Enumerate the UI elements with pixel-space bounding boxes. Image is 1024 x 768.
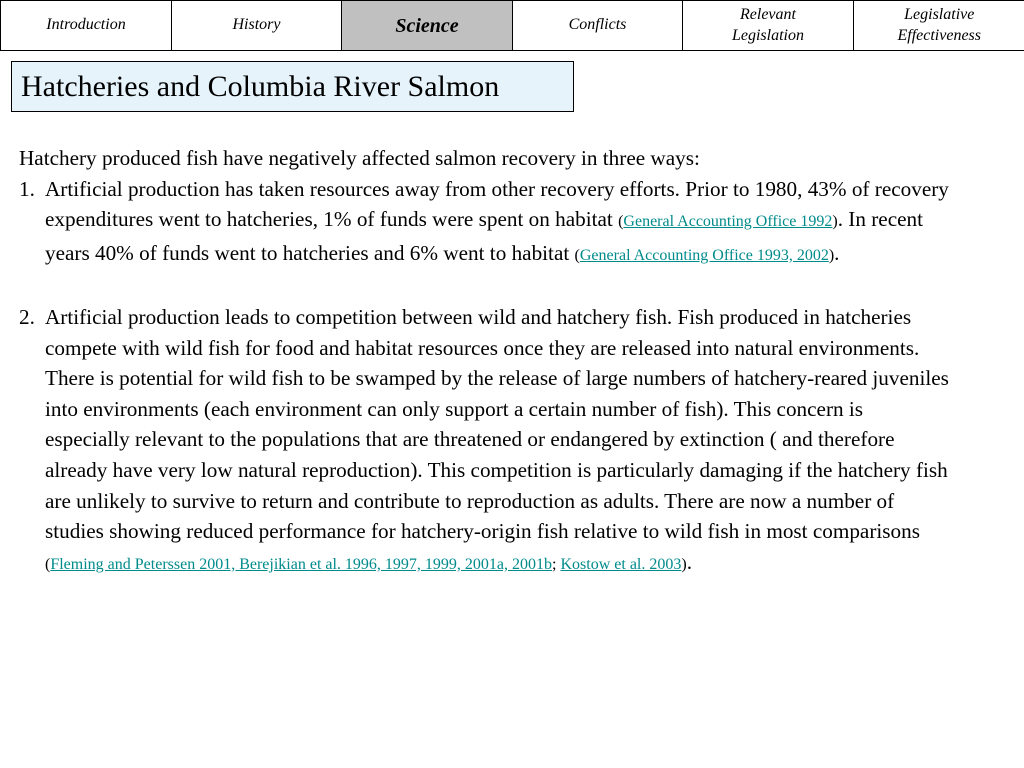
list-item-1	[19, 174, 949, 272]
list-item-1-end: .	[834, 240, 840, 265]
citation-gao-1993-2002-link[interactable]: General Accounting Office 1993, 2002	[579, 246, 829, 264]
tab-legislative-effectiveness-line2: Effectiveness	[897, 26, 981, 44]
tab-relevant-legislation[interactable]	[682, 0, 854, 51]
top-nav	[0, 0, 1024, 51]
list-item-2-paren-close: )	[681, 555, 687, 573]
tab-history[interactable]	[171, 0, 343, 51]
tab-legislative-effectiveness[interactable]	[853, 0, 1024, 51]
list-item-2-end: .	[686, 549, 692, 574]
citation-gao-1992-link[interactable]: General Accounting Office 1992	[623, 213, 833, 231]
tab-science-label: Science	[395, 14, 459, 37]
citation-kostow-2003-link[interactable]: Kostow et al. 2003	[560, 555, 682, 573]
tab-relevant-legislation-line1: Relevant	[740, 5, 796, 23]
tab-introduction-label: Introduction	[46, 16, 126, 34]
tab-legislative-effectiveness-line1: Legislative	[904, 5, 975, 23]
tab-relevant-legislation-line2: Legislation	[731, 26, 804, 44]
intro-text: Hatchery produced fish have negatively affected salmon recovery in three ways:	[19, 146, 700, 170]
tab-introduction[interactable]	[0, 0, 172, 51]
list-item-2-paren-open: (	[45, 555, 51, 573]
list-item-1-paren-close: )	[832, 213, 838, 231]
list-item-1-number: 1.	[19, 176, 35, 201]
main-content	[19, 143, 949, 580]
list-item-2-number: 2.	[19, 304, 35, 329]
list-item-1-paren-close-2: )	[828, 246, 835, 264]
list-item-1-paren-open-2: (	[574, 246, 580, 264]
tab-conflicts[interactable]	[512, 0, 684, 51]
page-title: Hatcheries and Columbia River Salmon	[11, 61, 574, 112]
list-item-2-separator: ;	[552, 555, 561, 573]
tab-science[interactable]	[341, 0, 513, 51]
list-item-1-text-a: Artificial production has taken resources away from other recovery efforts. Prior to 1980, 43% of recovery expenditures went to hatcheries, 1% of funds were spent on habitat	[45, 176, 949, 232]
list-item-2-text-a: Artificial production leads to competition between wild and hatchery fish. Fish produced in hatcheries compete with wild fish for food and habitat resources once they are released into natural environments. There is potential for wild fish to be swamped by the release of large numbers of hatchery-reared juveniles into environments (each environment can only support a certain number of fish). This concern is especially relevant to the populations that are threatened or endangered by extinction ( and therefore already have very low natural reproduction). This competition is particularly damaging if the hatchery fish are unlikely to survive to return and contribute to reproduction as adults. There are now a number of studies showing reduced performance for hatchery-origin fish relative to wild fish in most comparisons	[45, 304, 949, 544]
list-item-1-text-b: . In recent years 40% of funds went to hatcheries and 6% went to habitat	[45, 207, 923, 265]
tab-conflicts-label: Conflicts	[568, 16, 627, 34]
tab-history-label: History	[232, 16, 281, 34]
list-item-2	[19, 302, 949, 580]
list-item-1-paren-open: (	[618, 213, 624, 231]
paragraph-gap	[19, 271, 949, 302]
tab-relevant-legislation-label	[732, 5, 804, 47]
citation-fleming-berejikian-link[interactable]: Fleming and Peterssen 2001, Berejikian et al. 1996, 1997, 1999, 2001a, 2001b	[50, 555, 553, 573]
tab-legislative-effectiveness-label	[897, 5, 981, 47]
